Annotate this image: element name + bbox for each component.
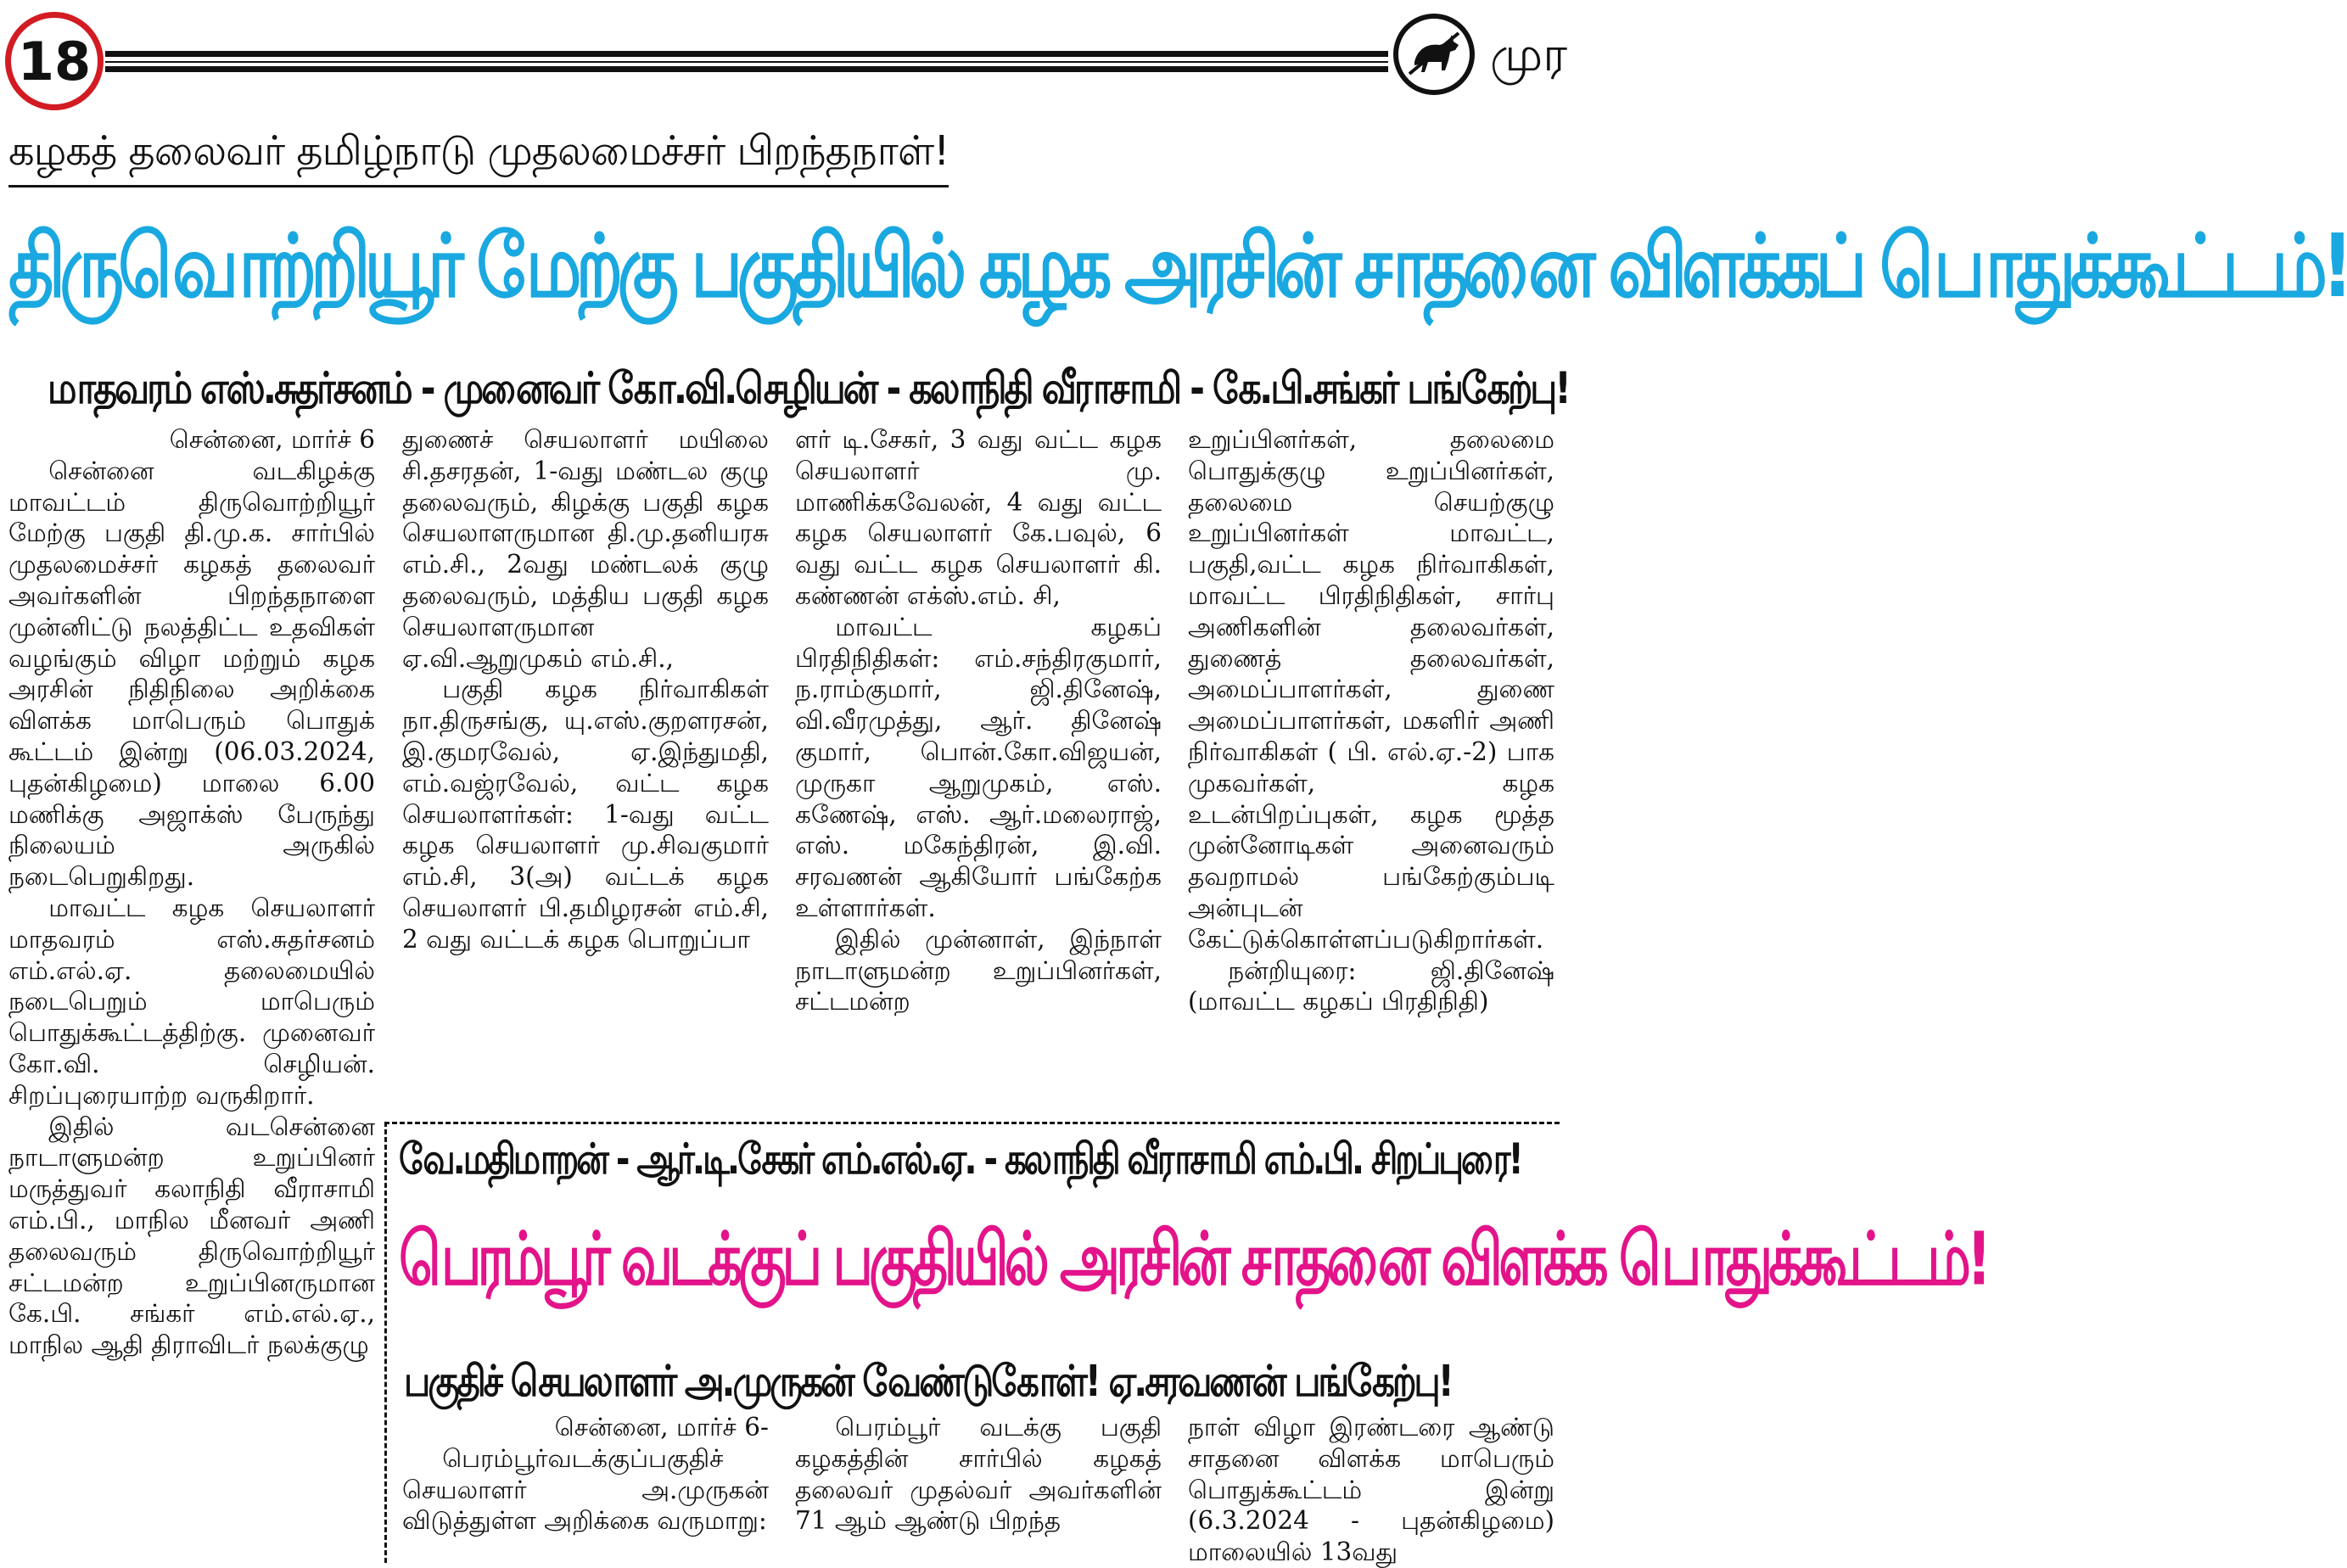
story2-column-3 — [1188, 1412, 1554, 1567]
story2-col1-paragraph-1: பெரம்பூர்வடக்குப்பகுதிச் செயலாளர் அ.முருகன் விடுத்துள்ள அறிக்கை வருமாறு: — [402, 1443, 769, 1536]
masthead-rule-mid — [105, 61, 1388, 63]
story2-column-2 — [795, 1412, 1162, 1563]
story2-headline: பெரம்பூர் வடக்குப் பகுதியில் அரசின் சாதனை விளக்க பொதுக்கூட்டம்! — [399, 1218, 1987, 1302]
story1-col1-paragraph-3: இதில் வடசென்னை நாடாளுமன்ற உறுப்பினர் மருத்துவர் கலாநிதி வீராசாமி எம்.பி., மாநில மீனவர் அணி தலைவரும் திருவொற்றியூர் சட்டமன்ற உறுப்பினருமான கே.பி. சங்கர் எம்.எல்.ஏ., மாநில ஆதி திராவிடர் நலக்குழு — [8, 1112, 375, 1360]
story2-box-top-border — [384, 1122, 1560, 1124]
story1-headline: திருவொற்றியூர் மேற்கு பகுதியில் கழக அரசின் சாதனை விளக்கப் பொதுக்கூட்டம்! — [8, 216, 2347, 317]
story2-box-left-border — [384, 1122, 387, 1563]
story1-subheadline: மாதவரம் எஸ்.சுதர்சனம் - முனைவர் கோ.வி.செழியன் - கலாநிதி வீராசாமி - கே.பி.சங்கர் பங்கேற்பு! — [48, 363, 1569, 414]
story1-column-2 — [402, 424, 769, 1107]
story1-col2-paragraph-2: பகுதி கழக நிர்வாகிகள் நா.திருசங்கு, யு.எஸ்.குறளரசன், இ.குமரவேல், ஏ.இந்துமதி, எம்.வஜ்ரவேல், வட்ட கழக செயலாளர்கள்: 1-வது வட்ட கழக செயலாளர் மு.சிவகுமார் எம்.சி, 3(அ) வட்டக் கழக செயலாளர் பி.தமிழரசன் எம்.சி, 2 வது வட்டக் கழக பொறுப்பா — [402, 675, 769, 954]
story1-col4-paragraph-1: உறுப்பினர்கள், தலைமை பொதுக்குழு உறுப்பினர்கள், தலைமை செயற்குழு உறுப்பினர்கள் மாவட்ட, பகுதி,வட்ட கழக நிர்வாகிகள், மாவட்ட பிரதிநிதிகள், சார்பு அணிகளின் தலைவர்கள், துணைத் தலைவர்கள், அமைப்பாளர்கள், துணை அமைப்பாளர்கள், மகளிர் அணி நிர்வாகிகள் ( பி. எல்.ஏ.-2) பாக முகவர்கள், கழக உடன்பிறப்புகள், கழக மூத்த முன்னோடிகள் அனைவரும் தவறாமல் பங்கேற்கும்படி அன்புடன் கேட்டுக்கொள்ளப்படுகிறார்கள். — [1188, 425, 1554, 954]
masthead-rule-bottom — [105, 66, 1388, 72]
story1-col3-paragraph-1: ளர் டி.சேகர், 3 வது வட்ட கழக செயலாளர் மு. மாணிக்கவேலன், 4 வது வட்ட கழக செயலாளர் கே.பவுல், 6 வது வட்ட கழக செயலாளர் கி. கண்ணன் எக்ஸ்.எம். சி, — [795, 425, 1162, 610]
story1-col2-paragraph-1: துணைச் செயலாளர் மயிலை சி.தசரதன், 1-வது மண்டல குழு தலைவரும், கிழக்கு பகுதி கழக செயலாளருமான தி.மு.தனியரசு எம்.சி., 2வது மண்டலக் குழு தலைவரும், மத்திய பகுதி கழக செயலாளருமான ஏ.வி.ஆறுமுகம் எம்.சி., — [402, 425, 769, 673]
masthead-rule-top — [105, 51, 1388, 57]
story1-col3-paragraph-2: மாவட்ட கழகப் பிரதிநிதிகள்: எம்.சந்திரகுமார், ந.ராம்குமார், ஜி.தினேஷ், வி.வீரமுத்து, ஆர். தினேஷ் குமார், பொன்.கோ.விஜயன், முருகா ஆறுமுகம், எஸ். கணேஷ், எஸ். ஆர்.மலைராஜ், எஸ். மகேந்திரன், இ.வி. சரவணன் ஆகியோர் பங்கேற்க உள்ளார்கள். — [795, 612, 1162, 922]
story2-col3-paragraph-1: நாள் விழா இரண்டரை ஆண்டு சாதனை விளக்க மாபெரும் பொதுக்கூட்டம் இன்று (6.3.2024 - புதன்கிழமை) மாலையில் 13வது — [1188, 1413, 1554, 1567]
story1-kicker: கழகத் தலைவர் தமிழ்நாடு முதலமைச்சர் பிறந்தநாள்! — [8, 127, 949, 188]
page-number-badge — [5, 12, 104, 110]
story1-column-1 — [8, 424, 375, 1563]
story1-dateline: சென்னை, மார்ச் 6 — [169, 425, 375, 454]
story2-subheadline-top: வே.மதிமாறன் - ஆர்.டி.சேகர் எம்.எல்.ஏ. - கலாநிதி வீராசாமி எம்.பி. சிறப்புரை! — [399, 1135, 1521, 1184]
bull-logo-icon — [1393, 14, 1475, 95]
story2-col2-paragraph-1: பெரம்பூர் வடக்கு பகுதி கழகத்தின் சார்பில் கழகத் தலைவர் முதல்வர் அவர்களின் 71 ஆம் ஆண்டு பிறந்த — [795, 1413, 1162, 1536]
page-number: 18 — [17, 30, 92, 92]
masthead-brand: முர — [1490, 27, 1568, 82]
story1-signoff: நன்றியுரை: ஜி.தினேஷ் (மாவட்ட கழகப் பிரதிநிதி) — [1188, 955, 1554, 1016]
story2-subheadline-bottom: பகுதிச் செயலாளர் அ.முருகன் வேண்டுகோள்! ஏ.சரவணன் பங்கேற்பு! — [404, 1356, 1452, 1406]
story1-column-3 — [795, 424, 1162, 1107]
story2-column-1 — [402, 1412, 769, 1563]
story1-column-4 — [1188, 424, 1554, 1107]
story1-col1-paragraph-1: சென்னை வடகிழக்கு மாவட்டம் திருவொற்றியூர் மேற்கு பகுதி தி.மு.க. சார்பில் முதலமைச்சர் கழகத் தலைவர் அவர்களின் பிறந்தநாளை முன்னிட்டு நலத்திட்ட உதவிகள் வழங்கும் விழா மற்றும் கழக அரசின் நிதிநிலை அறிக்கை விளக்க மாபெரும் பொதுக் கூட்டம் இன்று (06.03.2024, புதன்கிழமை) மாலை 6.00 மணிக்கு அஜாக்ஸ் பேருந்து நிலையம் அருகில் நடைபெறுகிறது. — [8, 456, 375, 892]
story1-col1-paragraph-2: மாவட்ட கழக செயலாளர் மாதவரம் எஸ்.சுதர்சனம் எம்.எல்.ஏ. தலைமையில் நடைபெறும் மாபெரும் பொதுக்கூட்டத்திற்கு. முனைவர் கோ.வி. செழியன். சிறப்புரையாற்ற வருகிறார். — [8, 893, 375, 1110]
story2-dateline: சென்னை, மார்ச் 6- — [554, 1413, 769, 1442]
story1-col3-paragraph-3: இதில் முன்னாள், இந்நாள் நாடாளுமன்ற உறுப்பினர்கள், சட்டமன்ற — [795, 924, 1162, 1016]
